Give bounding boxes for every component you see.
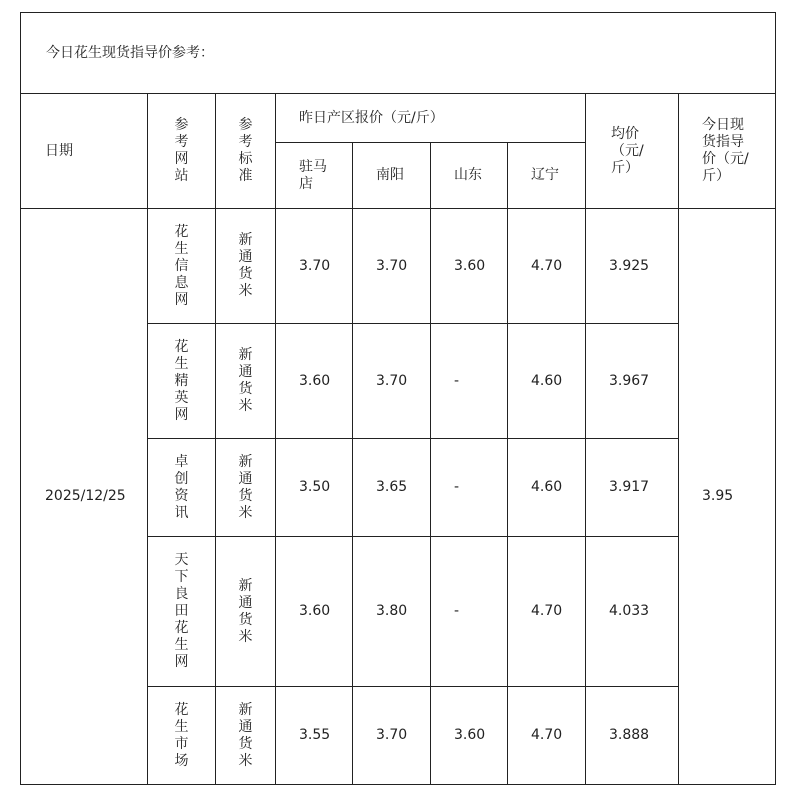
header-today-price: 今日现货指导价（元/斤）	[679, 94, 776, 209]
header-nanyang: 南阳	[353, 143, 431, 209]
zhumadian-price: 3.60	[276, 324, 353, 439]
standard-cell: 新通货米	[216, 439, 276, 537]
zhumadian-price: 3.60	[276, 537, 353, 687]
price-table	[20, 12, 776, 785]
standard-cell: 新通货米	[216, 209, 276, 324]
today-price-cell: 3.95	[679, 209, 776, 785]
avg-price: 3.967	[586, 324, 679, 439]
nanyang-price: 3.80	[353, 537, 431, 687]
site-cell: 花生市场	[148, 687, 216, 785]
liaoning-price: 4.60	[508, 324, 586, 439]
nanyang-price: 3.70	[353, 687, 431, 785]
standard-cell: 新通货米	[216, 324, 276, 439]
site-cell: 花生精英网	[148, 324, 216, 439]
liaoning-price: 4.70	[508, 209, 586, 324]
header-standard: 参考标准	[216, 94, 276, 209]
avg-price: 3.888	[586, 687, 679, 785]
table-title: 今日花生现货指导价参考：	[21, 13, 776, 94]
standard-cell: 新通货米	[216, 537, 276, 687]
site-cell: 花生信息网	[148, 209, 216, 324]
nanyang-price: 3.65	[353, 439, 431, 537]
nanyang-price: 3.70	[353, 324, 431, 439]
table-row	[21, 209, 776, 324]
header-avg-price: 均价（元/斤）	[586, 94, 679, 209]
zhumadian-price: 3.70	[276, 209, 353, 324]
avg-price: 4.033	[586, 537, 679, 687]
nanyang-price: 3.70	[353, 209, 431, 324]
zhumadian-price: 3.50	[276, 439, 353, 537]
site-cell: 卓创资讯	[148, 439, 216, 537]
shandong-price: -	[431, 324, 508, 439]
shandong-price: 3.60	[431, 687, 508, 785]
avg-price: 3.917	[586, 439, 679, 537]
header-yesterday-prices: 昨日产区报价（元/斤）	[276, 94, 586, 143]
standard-cell: 新通货米	[216, 687, 276, 785]
header-site: 参考网站	[148, 94, 216, 209]
header-shandong: 山东	[431, 143, 508, 209]
header-zhumadian: 驻马店	[276, 143, 353, 209]
liaoning-price: 4.60	[508, 439, 586, 537]
shandong-price: -	[431, 537, 508, 687]
header-liaoning: 辽宁	[508, 143, 586, 209]
header-date: 日期	[21, 94, 148, 209]
shandong-price: 3.60	[431, 209, 508, 324]
avg-price: 3.925	[586, 209, 679, 324]
zhumadian-price: 3.55	[276, 687, 353, 785]
liaoning-price: 4.70	[508, 537, 586, 687]
shandong-price: -	[431, 439, 508, 537]
liaoning-price: 4.70	[508, 687, 586, 785]
date-cell: 2025/12/25	[21, 209, 148, 785]
site-cell: 天下良田花生网	[148, 537, 216, 687]
